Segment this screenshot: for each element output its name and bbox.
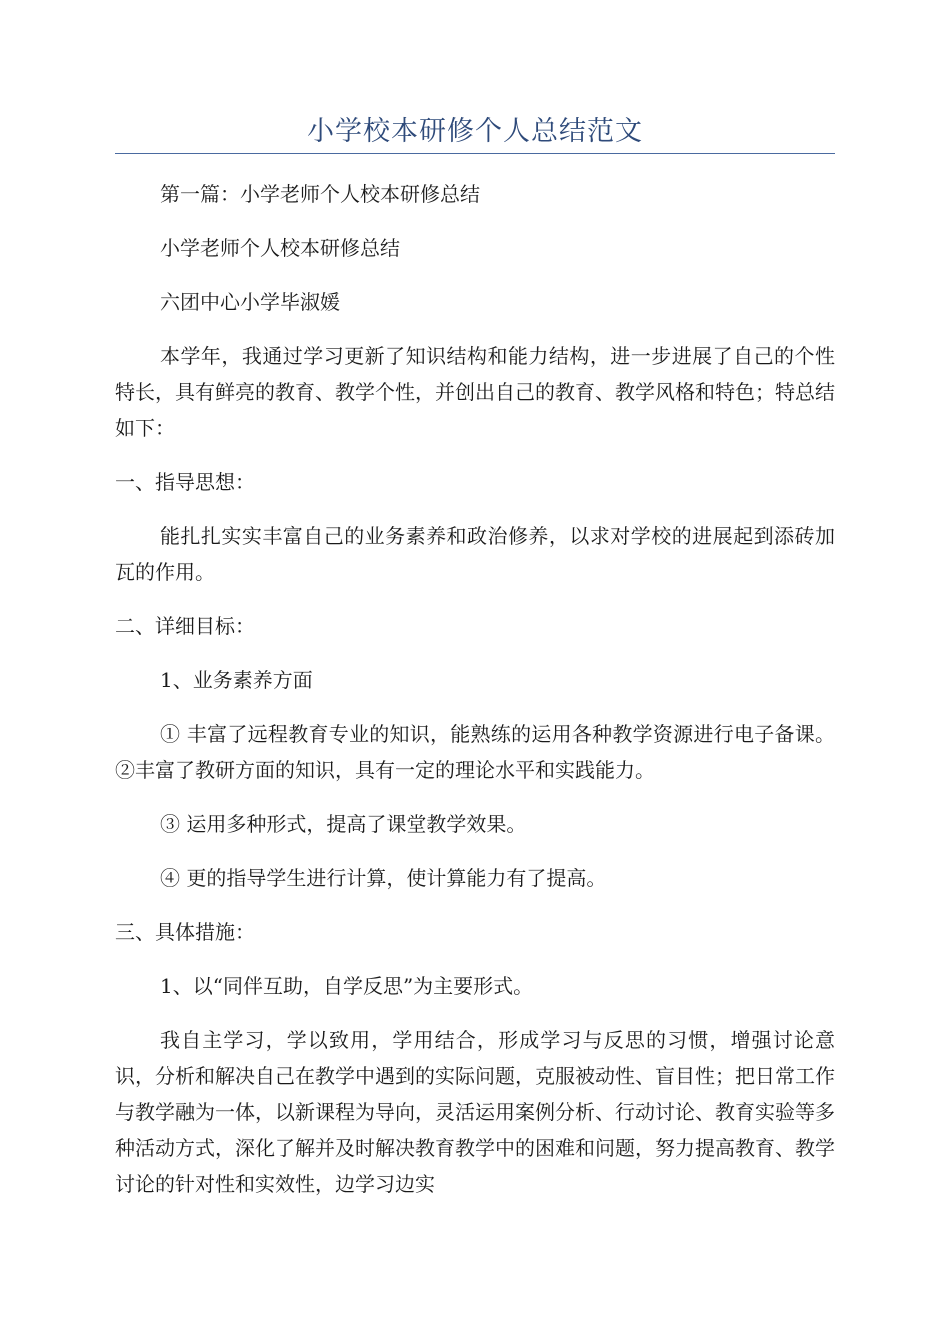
paragraph: 小学老师个人校本研修总结 [160, 236, 400, 260]
title-underline [115, 153, 835, 154]
paragraph: 六团中心小学毕淑媛 [160, 290, 340, 314]
paragraph: 三、具体措施： [115, 920, 255, 944]
paragraph: 我自主学习，学以致用，学用结合，形成学习与反思的习惯，增强讨论意识，分析和解决自己在教学中遇到的实际问题，克服被动性、盲目性；把日常工作与教学融为一体，以新课程为导向，灵活运用案例分析、行动讨论、教育实验等多种活动方式，深化了解并及时解决教育教学中的困难和问题，努力提高教育、教学讨论的针对性和实效性，边学习边实 [115, 1028, 835, 1196]
paragraph: 本学年，我通过学习更新了知识结构和能力结构，进一步进展了自己的个性特长，具有鲜亮的教育、教学个性，并创出自己的教育、教学风格和特色；特总结如下： [115, 344, 835, 440]
paragraph: 1、业务素养方面 [160, 668, 313, 692]
paragraph: ① 丰富了远程教育专业的知识，能熟练的运用各种教学资源进行电子备课。②丰富了教研方面的知识，具有一定的理论水平和实践能力。 [115, 722, 835, 782]
paragraph: ③ 运用多种形式，提高了课堂教学效果。 [160, 812, 527, 836]
document-title: 小学校本研修个人总结范文 [307, 116, 643, 147]
paragraph: 能扎扎实实丰富自己的业务素养和政治修养，以求对学校的进展起到添砖加瓦的作用。 [115, 524, 835, 584]
paragraph: 二、详细目标： [115, 614, 255, 638]
paragraph: 第一篇：小学老师个人校本研修总结 [160, 182, 480, 206]
paragraph: 1、以“同伴互助，自学反思”为主要形式。 [160, 974, 534, 998]
paragraph: ④ 更的指导学生进行计算，使计算能力有了提高。 [160, 866, 607, 890]
paragraph: 一、指导思想： [115, 470, 255, 494]
document-body [115, 176, 835, 1220]
